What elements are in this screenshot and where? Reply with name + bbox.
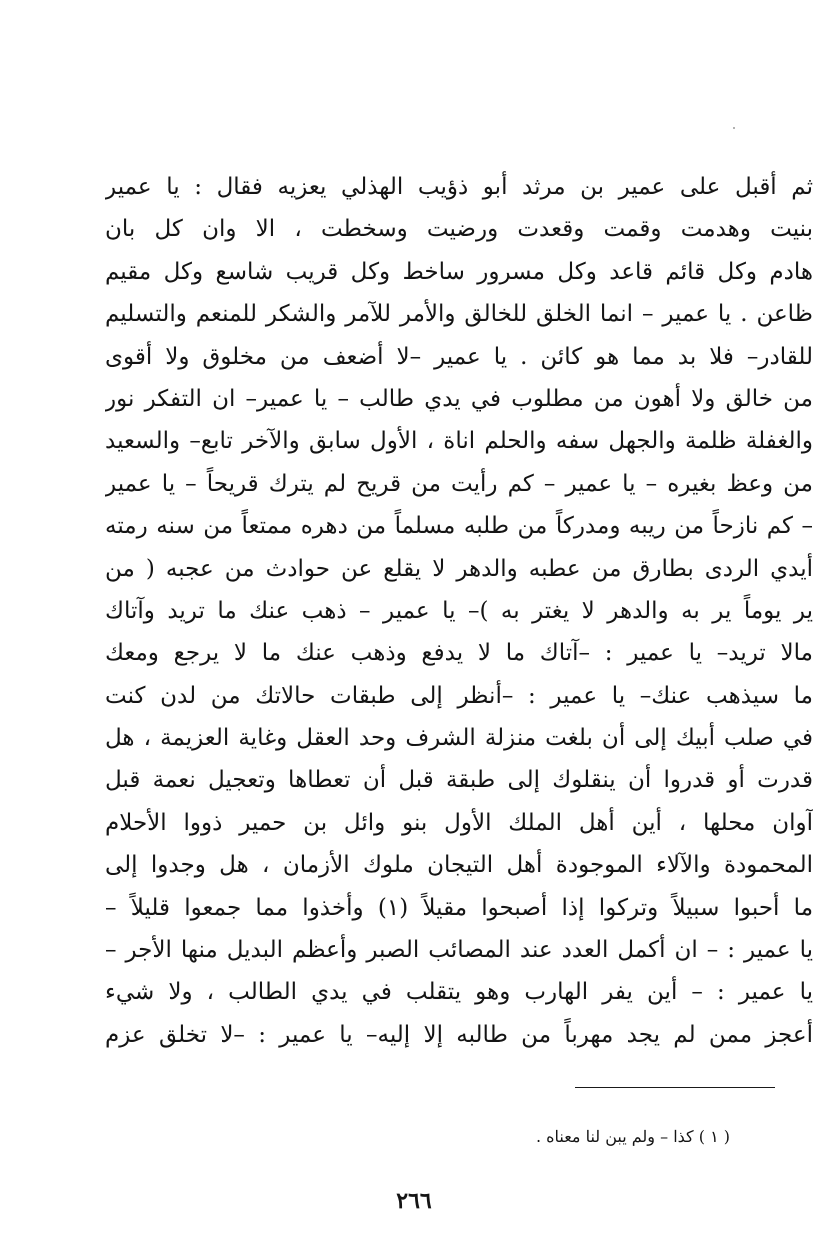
text-line: – كم نازحاً من ريبه ومدركاً من طلبه مسلماً من دهره ممتعاً من سنه رمته (105, 513, 813, 540)
text-line: ما أحبوا سبيلاً وتركوا إذا أصبحوا مقيلاً (١) وأخذوا مما جمعوا قليلاً – (105, 894, 813, 921)
page-number: ٢٦٦ (396, 1188, 432, 1214)
text-line: أعجز ممن لم يجد مهرباً من طالبه إلا إليه– يا عمير : –لا تخلق عزم (105, 1021, 813, 1048)
text-line: ثم أقبل على عمير بن مرثد أبو ذؤيب الهذلي يعزيه فقال : يا عمير (105, 174, 813, 200)
text-line: ظاعن . يا عمير – انما الخلق للخالق والأمر للآمر والشكر للمنعم والتسليم (105, 301, 813, 328)
text-line: من خالق ولا أهون من مطلوب في يدي طالب – يا عمير– ان التفكر نور (105, 385, 813, 412)
text-line: للقادر– فلا بد مما هو كائن . يا عمير –لا أضعف من مخلوق ولا أقوى (105, 343, 813, 370)
text-line: هادم وكل قائم قاعد وكل مسرور ساخط وكل قريب شاسع وكل مقيم (105, 258, 813, 285)
text-line: أيدي الردى بطارق من عطبه والدهر لا يقلع عن حوادث من عجبه ( من (105, 555, 813, 582)
text-line: ما سيذهب عنك– يا عمير : –أنظر إلى طبقات حالاتك من لدن كنت (105, 682, 813, 709)
text-line: قدرت أو قدروا أن ينقلوك إلى طبقة قبل أن تعطاها وتعجيل نعمة قبل (105, 767, 813, 794)
text-line: ير يوماً ير به والدهر لا يغتر به )– يا عمير – ذهب عنك ما تريد وآتاك (105, 597, 813, 624)
footnote: ( ١ ) كذا – ولم يبن لنا معناه . (535, 1127, 730, 1146)
main-text-block (105, 166, 813, 1056)
scan-speck (733, 127, 735, 129)
text-line: مالا تريد– يا عمير : –آتاك ما لا يدفع وذهب عنك ما لا يرجع ومعك (105, 640, 813, 667)
text-line: بنيت وهدمت وقمت وقعدت ورضيت وسخطت ، الا وان كل بان (105, 216, 813, 243)
text-line: من وعظ بغيره – يا عمير – كم رأيت من قريح لم يترك قريحاً – يا عمير (105, 470, 813, 497)
text-line: في صلب أبيك إلى أن بلغت منزلة الشرف وحد العقل وغاية العزيمة ، هل (105, 725, 813, 752)
text-line: آوان محلها ، أين أهل الملك الأول بنو وائل بن حمير ذووا الأحلام (105, 809, 813, 836)
text-line: والغفلة ظلمة والجهل سفه والحلم اناة ، الأول سابق والآخر تابع– والسعيد (105, 428, 813, 455)
text-line: يا عمير : – ان أكمل العدد عند المصائب الصبر وأعظم البديل منها الأجر – (105, 937, 813, 964)
text-line: المحمودة والآلاء الموجودة أهل التيجان ملوك الأزمان ، هل وجدوا إلى (105, 852, 813, 879)
footnote-divider (575, 1087, 775, 1088)
text-line: يا عمير : – أين يفر الهارب وهو يتقلب في يدي الطالب ، ولا شيء (105, 979, 813, 1006)
